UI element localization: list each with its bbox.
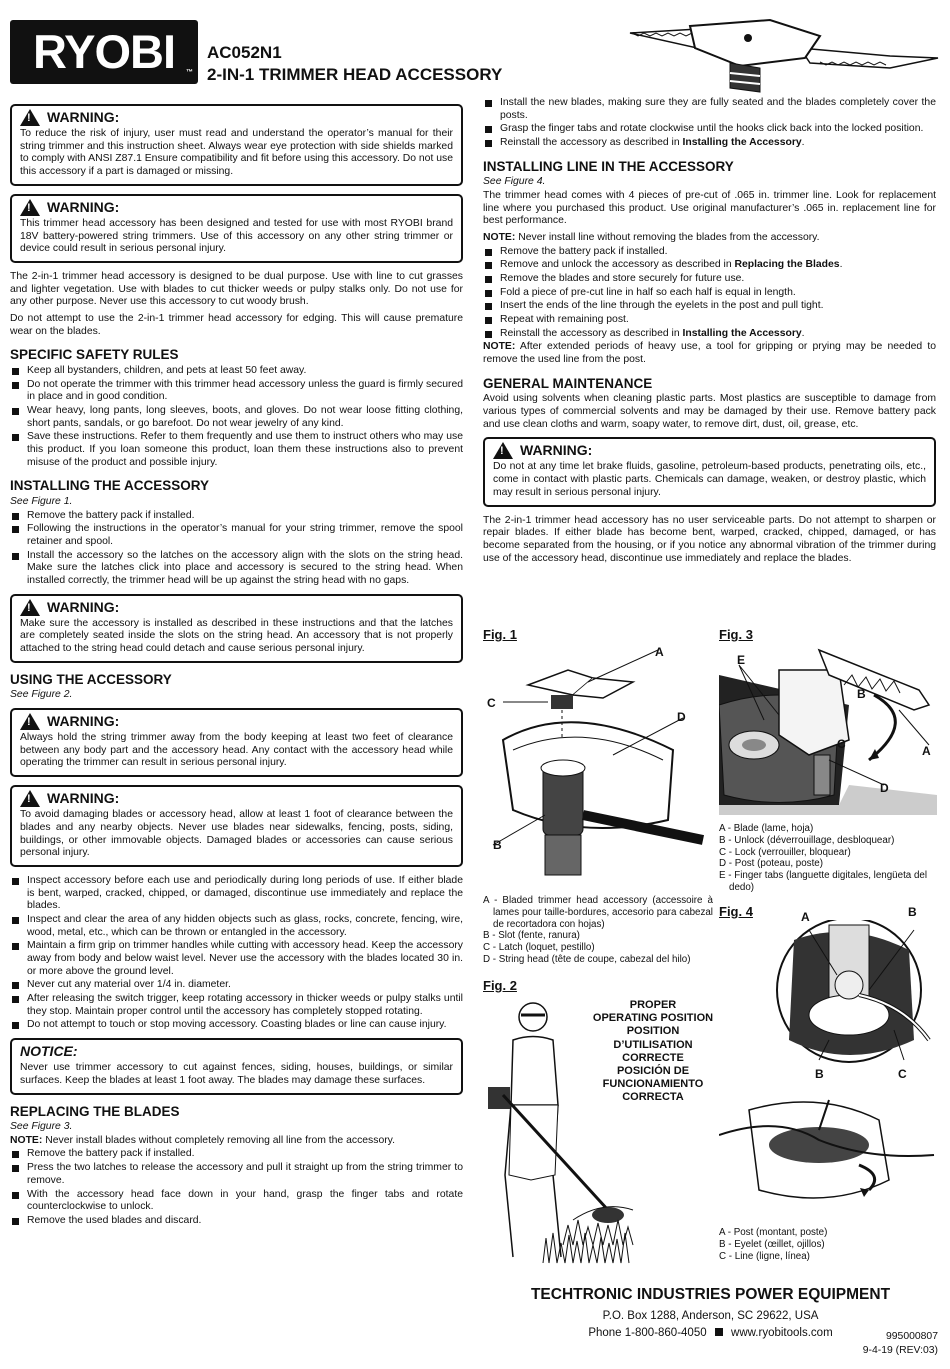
fig1-label: Fig. 1 bbox=[483, 627, 517, 642]
fig4-label: Fig. 4 bbox=[719, 904, 753, 919]
fig3-legend: A - Blade (lame, hoja) B - Unlock (déverrouillage, desbloquear) C - Lock (verrouiller, bloquear) D - Post (poteau, poste) E - Finger tabs (languette digitales, lengüeta del dedo) bbox=[719, 823, 928, 893]
bullet-list: Remove the battery pack if installed. Following the instructions in the operator’s manual for your string trimmer, remove the spool retainer and spool. Install the accessory so the latches on the accessory align with the slots on the string head. Make sure the latches click into place and accessory is secured to the string head. When installed correctly, the trimmer head will be up against the string head with no gaps. bbox=[10, 510, 463, 588]
trimmer-head-illustration bbox=[620, 18, 945, 100]
bullet-list: Inspect accessory before each use and periodically during long periods of use. If either blade is bent, warped, cracked, chipped, or damaged, discontinue use immediately and replace the blades. Inspect and clear the area of any hidden objects such as glass, rocks, concrete, fencing, wire, wood, metal, etc., which can be thrown or entangled in the accessory. Maintain a firm grip on trimmer handles while cutting with accessory head. Keep the accessory away from body and below waist level. Never use the accessory with the blades located 30 in. or more above the ground level. Never cut any material over 1/4 in. diameter. After releasing the switch trigger, keep rotating accessory in thicker weeds or pulpy stalks until they stop. Maintain proper control until the accessory has completely stopped rotating. Do not attempt to touch or stop moving accessory. Coasting blades or line can cause injury. bbox=[10, 875, 463, 1032]
phone: Phone 1-800-860-4050 bbox=[588, 1326, 707, 1339]
warning-box: ! WARNING: To reduce the risk of injury, user must read and understand the operator’s manual for their string trimmer and this instruction sheet. Always wear eye protection with side shields marked to comply with ANSI Z87.1 Ensure compatibility and fit before using this accessory. Do not use this accessory if a part is damaged or missing. bbox=[10, 104, 463, 186]
warning-box: ! WARNING: Always hold the string trimmer away from the body keeping at least two feet of clearance between any body part and the accessory head. Any contact with the accessory head while operating the trimmer can result in serious personal injury. bbox=[10, 708, 463, 777]
fig4-legend: A - Post (montant, poste) B - Eyelet (œillet, ojillos) C - Line (ligne, línea) bbox=[719, 1227, 828, 1262]
left-column: ! WARNING: To reduce the risk of injury, user must read and understand the operator’s manual for their string trimmer and this instruction sheet. Always wear eye protection with side shields marked to comply with ANSI Z87.1 Ensure compatibility and fit before using this accessory. Do not use this accessory if a part is damaged or missing. ! WARNING: This trimmer head accessory has been designed and tested for use with most RYOBI brand 18V battery-powered string trimmers. Use of this accessory on any other string trimmer or device could result in serious personal injury. The 2-in-1 trimmer head accessory is designed to be dual purpose. Use with line to cut grasses and lighter vegetation. Use with blades to cut thicker weeds or pulpy stalks only. Do not use for any other purpose. Never use this accessory to cut woody brush. Do not attempt to use the 2-in-1 trimmer head accessory for edging. This will cause premature wear on the blades. SPECIFIC SAFETY RULES Keep all bystanders, children, and pets at least 50 feet away. Do not operate the trimmer with this trimmer head accessory unless the guard is firmly secured in place and in good condition. Wear heavy, long pants, long sleeves, boots, and gloves. Do not wear loose fitting clothing, short pants, sandals, or go barefoot. Do not wear jewelry of any kind. Save these instructions. Refer to them frequently and use them to instruct others who may use this product. If you loan someone this product, loan them these instructions also to prevent misuse of the product and possible injury. INSTALLING THE ACCESSORY See Figure 1. Remove the battery pack if installed. Following the instructions in the operator’s manual for your string trimmer, remove the spool retainer and spool. Install the accessory so the latches on the accessory align with the slots on the string head. Make sure the latches click into place and accessory is secured to the string head. When installed correctly, the trimmer head will be up against the string head with no gaps. ! WARNING: Make sure the accessory is installed as described in these instructions and that the latches are completely seated inside the slots on the string head. An accessory that is not properly attached to the string head could detach and cause serious personal injury. USING THE ACCESSORY See Figure 2. ! WARNING: Always hold the string trimmer away from the body keeping at least two feet of clearance between any body part and the accessory head. Any contact with the accessory head while operating the trimmer can result in serious personal injury. ! WARNING: To avoid damaging blades or accessory head, allow at least 1 foot of clearance between the blades and any nearby objects. Never use blades near sidewalks, fencing, posts, siding, buildings, or other immovable objects. Damaged blades or accessories can cause serious personal injury. Inspect accessory before each use and periodically during long periods of use. If either blade is bent, warped, cracked, chipped, or damaged, discontinue use immediately and replace the blades. Inspect and clear the area of any hidden objects such as glass, rocks, concrete, fencing, wire, wood, metal, etc., which can be thrown or entangled in the accessory. Maintain a firm grip on trimmer handles while cutting with accessory head. Keep the accessory away from body and below waist level. Never use the accessory with the blades located 30 in. or more above the ground level. Never cut any material over 1/4 in. diameter. After releasing the switch trigger, keep rotating accessory in thicker weeds or pulpy stalks until they stop. Maintain proper control until the accessory has completely stopped rotating. Do not attempt to touch or stop moving accessory. Coasting blades or line can cause injury. NOTICE: Never use trimmer accessory to cut against fences, siding, houses, buildings, or similar surfaces. Keep the blades at least 1 foot away. The blades may damage these surfaces. REPLACING THE BLADES See Figure 3. NOTE: Never install blades without completely removing all line from the accessory. Remove the battery pack if installed. Press the two latches to release the accessory and pull it straight up from the string trimmer to remove. With the accessory head face down in your hand, grasp the finger tabs and rotate counterclockwise to unlock. Remove the used blades and discard. bbox=[10, 98, 463, 1232]
section-heading: USING THE ACCESSORY bbox=[10, 671, 172, 687]
fig3-illustration bbox=[719, 645, 937, 815]
warning-icon bbox=[20, 790, 40, 807]
warning-icon bbox=[20, 109, 40, 126]
address: P.O. Box 1288, Anderson, SC 29622, USA bbox=[602, 1309, 819, 1322]
section-heading: SPECIFIC SAFETY RULES bbox=[10, 347, 179, 363]
section-heading: INSTALLING THE ACCESSORY bbox=[10, 478, 210, 494]
section-heading: REPLACING THE BLADES bbox=[10, 1103, 180, 1119]
warning-icon bbox=[20, 713, 40, 730]
fig3-label: Fig. 3 bbox=[719, 627, 753, 642]
section-heading: GENERAL MAINTENANCE bbox=[483, 375, 653, 391]
warning-box: ! WARNING: This trimmer head accessory has been designed and tested for use with most RYOBI brand 18V battery-powered string trimmers. Use of this accessory on any other string trimmer or device could result in serious personal injury. bbox=[10, 194, 463, 263]
bullet-list: Remove the battery pack if installed. Remove and unlock the accessory as described in Replacing the Blades. Remove the blades and store securely for future use. Fold a piece of pre-cut line in half so each half is equal in length. Insert the ends of the line through the eyelets in the post and pull tight. Repeat with remaining post. Reinstall the accessory as described in Installing the Accessory. bbox=[483, 246, 936, 341]
company-name: TECHTRONIC INDUSTRIES POWER EQUIPMENT bbox=[530, 1286, 891, 1303]
operating-position-text: PROPER OPERATING POSITION POSITION D’UTILISATION CORRECTE POSICIÓN DE FUNCIONAMIENTO CORRECTA bbox=[592, 999, 714, 1104]
warning-icon bbox=[20, 199, 40, 216]
bullet-list: Install the new blades, making sure they are fully seated and the blades completely cover the posts. Grasp the finger tabs and rotate clockwise until the hooks click back into the locked position. Reinstall the accessory as described in Installing the Accessory. bbox=[483, 97, 936, 150]
warning-box: ! WARNING: Make sure the accessory is installed as described in these instructions and that the latches are completely seated inside the slots on the string head. An accessory that is not properly attached to the string head could detach and cause serious personal injury. bbox=[10, 594, 463, 663]
section-heading: INSTALLING LINE IN THE ACCESSORY bbox=[483, 158, 734, 174]
model-number: AC052N1 bbox=[207, 43, 282, 62]
warning-box: ! WARNING: Do not at any time let brake fluids, gasoline, petroleum-based products, penetrating oils, etc., come in contact with plastic parts. Chemicals can damage, weaken, or destroy plastic, which may result in serious personal injury. bbox=[483, 437, 936, 506]
fig2-label: Fig. 2 bbox=[483, 978, 517, 993]
warning-icon bbox=[20, 599, 40, 616]
warning-box: ! WARNING: To avoid damaging blades or accessory head, allow at least 1 foot of clearance between the blades and any nearby objects. Never use blades near sidewalks, fencing, posts, siding, buildings, or other immovable objects. Damaged blades or accessories can cause serious personal injury. bbox=[10, 785, 463, 867]
fig1-illustration bbox=[483, 640, 711, 890]
bullet-list: Remove the battery pack if installed. Press the two latches to release the accessory and pull it straight up from the string trimmer to remove. With the accessory head face down in your hand, grasp the finger tabs and rotate counterclockwise to unlock. Remove the used blades and discard. bbox=[10, 1148, 463, 1227]
bullet-list: Keep all bystanders, children, and pets at least 50 feet away. Do not operate the trimmer with this trimmer head accessory unless the guard is firmly secured in place and in good condition. Wear heavy, long pants, long sleeves, boots, and gloves. Do not wear loose fitting clothing, short pants, sandals, or go barefoot. Do not wear jewelry of any kind. Save these instructions. Refer to them frequently and use them to instruct others who may use this product. If you loan someone this product, loan them these instructions also to prevent misuse of the product and possible injury. bbox=[10, 365, 463, 470]
product-title bbox=[207, 42, 502, 86]
ryobi-logo: RYOBI ™ bbox=[10, 20, 198, 84]
right-column: Install the new blades, making sure they are fully seated and the blades completely cover the posts. Grasp the finger tabs and rotate clockwise until the hooks click back into the locked position. Reinstall the accessory as described in Installing the Accessory. INSTALLING LINE IN THE ACCESSORY See Figure 4. The trimmer head comes with 4 pieces of pre-cut of .065 in. trimmer line. Look for replacement line where you purchased this product. Use original manufacturer’s .065 in. replacement line for best performance. NOTE: Never install line without removing the blades from the accessory. Remove the battery pack if installed. Remove and unlock the accessory as described in Replacing the Blades. Remove the blades and store securely for future use. Fold a piece of pre-cut line in half so each half is equal in length. Insert the ends of the line through the eyelets in the post and pull tight. Repeat with remaining post. Reinstall the accessory as described in Installing the Accessory. NOTE: After extended periods of heavy use, a tool for gripping or prying may be needed to remove the used line from the post. GENERAL MAINTENANCE Avoid using solvents when cleaning plastic parts. Most plastics are susceptible to damage from various types of commercial solvents and may be damaged by their use. Remove battery pack and use clean cloths and warm, soapy water, to remove dirt, dust, oil, grease, etc. ! WARNING: Do not at any time let brake fluids, gasoline, petroleum-based products, penetrating oils, etc., come in contact with plastic parts. Chemicals can damage, weaken, or destroy plastic, which may result in serious personal injury. The 2-in-1 trimmer head accessory has no user serviceable parts. Do not attempt to sharpen or repair blades. If either blade has become bent, warped, cracked, chipped, damaged, or has become separated from the housing, or if you notice any abnormal vibration of the trimmer during use of the accessory head, discontinue use immediately and replace the blades. bbox=[483, 96, 936, 569]
fig1-legend: A - Bladed trimmer head accessory (accessoire à lames pour taille-bordures, accesorio para cabezal de recortadora con hojas) B - Slot (fente, ranura) C - Latch (loquet, pestillo) D - String head (tête de coupe, cabezal del hilo) bbox=[483, 895, 713, 965]
notice-box: NOTICE: Never use trimmer accessory to cut against fences, siding, houses, buildings, or similar surfaces. Keep the blades at least 1 foot away. The blades may damage these surfaces. bbox=[10, 1038, 463, 1094]
warning-icon bbox=[493, 442, 513, 459]
part-number: 995000807 9-4-19 (REV:03) bbox=[862, 1331, 938, 1356]
product-name: 2-IN-1 TRIMMER HEAD ACCESSORY bbox=[207, 65, 503, 84]
intro-paragraph: Do not attempt to use the 2-in-1 trimmer head accessory for edging. This will cause premature wear on the blades. bbox=[10, 313, 463, 337]
intro-paragraph: The 2-in-1 trimmer head accessory is designed to be dual purpose. Use with line to cut grasses and lighter vegetation. Use with blades to cut thicker weeds or pulpy stalks only. Do not use for any other purpose. Never use this accessory to cut woody brush. bbox=[10, 270, 463, 308]
website-link[interactable]: www.ryobitools.com bbox=[731, 1326, 833, 1339]
